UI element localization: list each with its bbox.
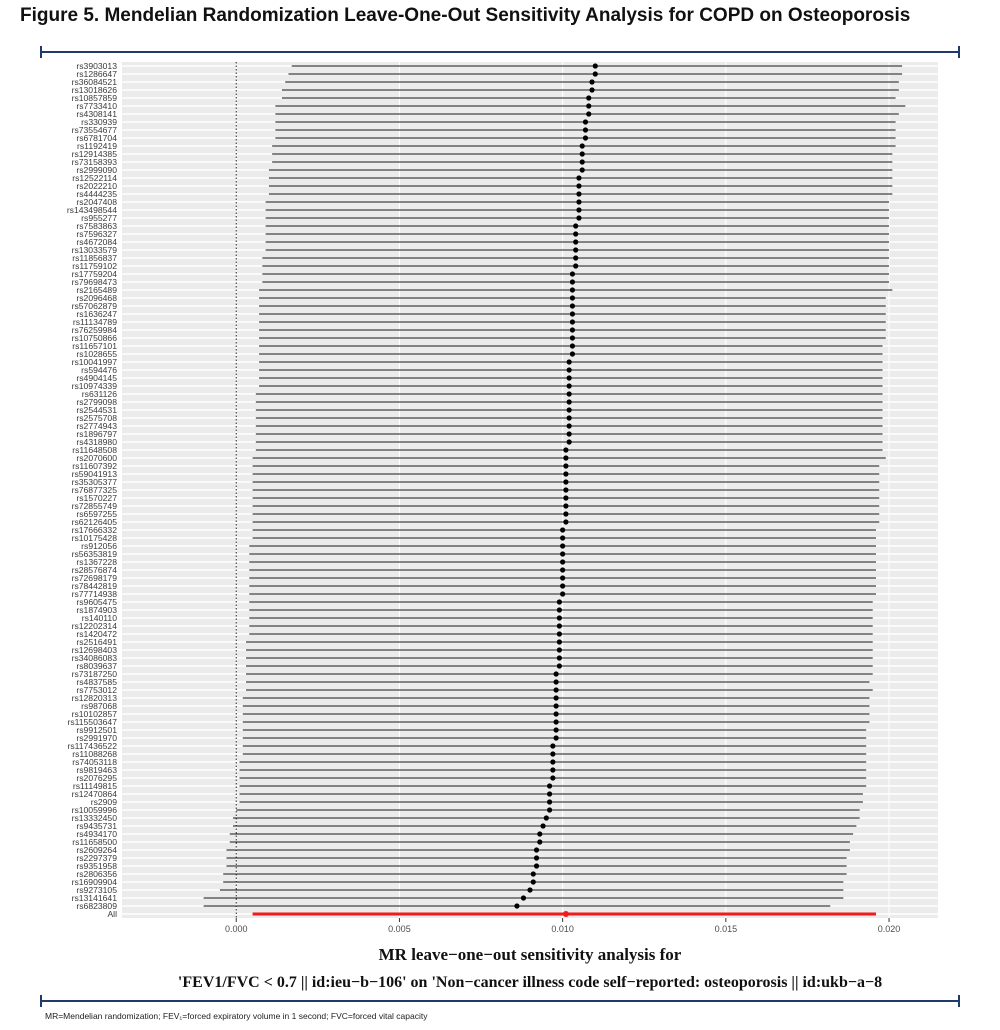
snp-label: rs11759102 — [72, 261, 117, 272]
snp-label: rs2516491 — [76, 637, 117, 648]
estimate-point — [557, 623, 562, 628]
snp-label: rs57062879 — [71, 301, 117, 312]
estimate-point — [554, 695, 559, 700]
estimate-point — [580, 151, 585, 156]
snp-label: rs7753012 — [76, 685, 117, 696]
estimate-point — [554, 671, 559, 676]
estimate-point — [576, 183, 581, 188]
snp-label: rs3903013 — [76, 61, 117, 72]
snp-label: rs10857859 — [71, 93, 117, 104]
estimate-point — [557, 663, 562, 668]
snp-label: rs2909 — [90, 797, 117, 808]
snp-label: rs11856837 — [72, 253, 117, 264]
snp-label: rs143498544 — [66, 205, 117, 216]
snp-label: rs12698403 — [71, 645, 117, 656]
estimate-point — [567, 391, 572, 396]
estimate-point — [570, 351, 575, 356]
estimate-point — [570, 335, 575, 340]
figure-title: Figure 5. Mendelian Randomization Leave-One-Out Sensitivity Analysis for COPD on Osteoporosis — [20, 5, 911, 26]
snp-label: rs13033579 — [71, 245, 117, 256]
estimate-point — [580, 167, 585, 172]
estimate-point — [583, 127, 588, 132]
snp-label: rs17666332 — [71, 525, 117, 536]
snp-label: rs6597255 — [76, 509, 117, 520]
snp-label: rs1286647 — [76, 69, 117, 80]
x-tick-label: 0.005 — [388, 924, 411, 934]
snp-label: rs7733410 — [76, 101, 117, 112]
estimate-point — [554, 735, 559, 740]
overall-label: All — [107, 909, 117, 920]
estimate-point — [589, 87, 594, 92]
estimate-point — [593, 63, 598, 68]
estimate-point — [557, 607, 562, 612]
estimate-point — [570, 311, 575, 316]
snp-label: rs77714938 — [71, 589, 117, 600]
snp-label: rs1028655 — [76, 349, 117, 360]
snp-label: rs79698473 — [71, 277, 117, 288]
x-axis-ticks — [225, 918, 900, 934]
snp-label: rs2047408 — [76, 197, 117, 208]
estimate-point — [554, 727, 559, 732]
snp-label: rs2774943 — [76, 421, 117, 432]
snp-label: rs4672084 — [76, 237, 117, 248]
estimate-point — [514, 903, 519, 908]
snp-label: rs11658500 — [72, 837, 117, 848]
snp-label: rs34086083 — [71, 653, 117, 664]
estimate-point — [567, 423, 572, 428]
snp-label: rs9605475 — [76, 597, 117, 608]
snp-label: rs12522114 — [72, 173, 117, 184]
snp-label: rs13141641 — [71, 893, 117, 904]
estimate-point — [560, 575, 565, 580]
x-tick-label: 0.010 — [551, 924, 574, 934]
snp-label: rs9273105 — [76, 885, 117, 896]
estimate-point — [570, 279, 575, 284]
snp-label: rs2806356 — [76, 869, 117, 880]
snp-label: rs1636247 — [76, 309, 117, 320]
snp-label: rs4934170 — [76, 829, 117, 840]
estimate-point — [563, 487, 568, 492]
x-tick-label: 0.000 — [224, 924, 248, 934]
snp-label: rs594476 — [81, 365, 117, 376]
snp-label: rs11088268 — [72, 749, 117, 760]
snp-label: rs2609264 — [76, 845, 117, 856]
estimate-point — [586, 111, 591, 116]
estimate-point — [567, 359, 572, 364]
estimate-point — [560, 527, 565, 532]
snp-label: rs1420472 — [76, 629, 117, 640]
estimate-point — [557, 647, 562, 652]
estimate-point — [567, 407, 572, 412]
estimate-point — [550, 767, 555, 772]
estimate-point — [563, 455, 568, 460]
snp-label: rs10750866 — [71, 333, 117, 344]
estimate-point — [586, 95, 591, 100]
estimate-point — [573, 239, 578, 244]
estimate-point — [570, 271, 575, 276]
snp-label: rs9351958 — [76, 861, 117, 872]
snp-label: rs1367228 — [76, 557, 117, 568]
estimate-point — [527, 887, 532, 892]
estimate-point — [547, 791, 552, 796]
snp-labels — [67, 61, 117, 919]
snp-label: rs56353819 — [71, 549, 117, 560]
estimate-point — [567, 431, 572, 436]
snp-label: rs8039637 — [76, 661, 117, 672]
estimate-point — [537, 831, 542, 836]
snp-label: rs12820313 — [71, 693, 117, 704]
snp-label: rs12202314 — [71, 621, 117, 632]
snp-label: rs2076295 — [76, 773, 117, 784]
x-tick-label: 0.020 — [877, 924, 901, 934]
snp-label: rs11648508 — [72, 445, 117, 456]
snp-label: rs4444235 — [76, 189, 117, 200]
estimate-point — [573, 223, 578, 228]
estimate-point — [570, 327, 575, 332]
snp-label: rs1896797 — [76, 429, 117, 440]
estimate-point — [573, 247, 578, 252]
snp-label: rs10974339 — [71, 381, 117, 392]
estimate-point — [573, 255, 578, 260]
estimate-point — [557, 639, 562, 644]
snp-label: rs72855749 — [71, 501, 117, 512]
estimate-point — [554, 719, 559, 724]
snp-label: rs6781704 — [76, 133, 117, 144]
estimate-point — [570, 303, 575, 308]
estimate-point — [563, 503, 568, 508]
estimate-point — [567, 399, 572, 404]
estimate-point — [544, 815, 549, 820]
estimate-point — [540, 823, 545, 828]
snp-label: rs28576874 — [71, 565, 117, 576]
snp-label: rs76259984 — [71, 325, 117, 336]
snp-label: rs11607392 — [72, 461, 117, 472]
snp-label: rs76877325 — [71, 485, 117, 496]
estimate-point — [557, 615, 562, 620]
estimate-point — [554, 711, 559, 716]
estimate-point — [573, 231, 578, 236]
snp-label: rs73554677 — [71, 125, 117, 136]
snp-label: rs631126 — [81, 389, 117, 400]
estimate-point — [554, 679, 559, 684]
estimate-point — [550, 759, 555, 764]
x-axis-title-line-2: 'FEV1/FVC < 0.7 || id:ieu−b−106' on 'Non−cancer illness code self−reported: osteoporosis || id:ukb−a−8 — [177, 974, 883, 991]
snp-label: rs62126405 — [71, 517, 117, 528]
snp-label: rs13332450 — [71, 813, 117, 824]
snp-label: rs2096468 — [76, 293, 117, 304]
estimate-point — [586, 103, 591, 108]
estimate-point — [563, 495, 568, 500]
snp-label: rs9819463 — [76, 765, 117, 776]
estimate-point — [554, 703, 559, 708]
snp-label: rs2022210 — [76, 181, 117, 192]
snp-label: rs330939 — [81, 117, 117, 128]
snp-label: rs140110 — [81, 613, 117, 624]
estimate-point — [576, 199, 581, 204]
snp-label: rs10041997 — [71, 357, 117, 368]
snp-label: rs13018626 — [71, 85, 117, 96]
estimate-point — [554, 687, 559, 692]
estimate-point — [567, 383, 572, 388]
snp-label: rs117436522 — [67, 741, 117, 752]
estimate-point — [560, 551, 565, 556]
estimate-point — [560, 559, 565, 564]
snp-label: rs2544531 — [76, 405, 117, 416]
estimate-point — [570, 343, 575, 348]
snp-label: rs955277 — [81, 213, 117, 224]
snp-label: rs59041913 — [71, 469, 117, 480]
estimate-point — [570, 319, 575, 324]
snp-label: rs11149815 — [72, 781, 117, 792]
snp-label: rs2070600 — [76, 453, 117, 464]
snp-label: rs4318980 — [76, 437, 117, 448]
estimate-point — [557, 599, 562, 604]
estimate-point — [531, 879, 536, 884]
estimate-point — [563, 519, 568, 524]
estimate-point — [531, 871, 536, 876]
snp-label: rs1874903 — [76, 605, 117, 616]
estimate-point — [557, 655, 562, 660]
estimate-point — [576, 175, 581, 180]
snp-label: rs2999090 — [76, 165, 117, 176]
estimate-point — [534, 863, 539, 868]
estimate-point — [550, 775, 555, 780]
snp-label: rs11657101 — [72, 341, 117, 352]
estimate-point — [521, 895, 526, 900]
estimate-point — [567, 439, 572, 444]
snp-label: rs1192419 — [77, 141, 117, 152]
estimate-point — [563, 463, 568, 468]
snp-label: rs11134789 — [72, 317, 117, 328]
estimate-point — [547, 783, 552, 788]
estimate-point — [567, 375, 572, 380]
estimate-point — [570, 295, 575, 300]
snp-label: rs7596327 — [76, 229, 117, 240]
estimate-point — [550, 751, 555, 756]
overall-point — [563, 911, 569, 917]
estimate-point — [563, 447, 568, 452]
snp-label: rs4837585 — [76, 677, 117, 688]
estimate-point — [550, 743, 555, 748]
snp-label: rs2297379 — [76, 853, 117, 864]
estimate-point — [576, 207, 581, 212]
snp-label: rs12470864 — [71, 789, 117, 800]
snp-label: rs74053118 — [72, 757, 117, 768]
estimate-point — [547, 799, 552, 804]
snp-label: rs115503647 — [67, 717, 117, 728]
bottom-rule — [40, 1000, 960, 1002]
estimate-point — [593, 71, 598, 76]
estimate-point — [563, 479, 568, 484]
estimate-point — [557, 631, 562, 636]
snp-label: rs12914385 — [71, 149, 117, 160]
snp-label: rs9912501 — [76, 725, 117, 736]
snp-label: rs72698179 — [71, 573, 117, 584]
estimate-point — [534, 847, 539, 852]
estimate-point — [580, 143, 585, 148]
estimate-point — [563, 471, 568, 476]
estimate-point — [576, 191, 581, 196]
snp-label: rs10059996 — [71, 805, 117, 816]
footnote: MR=Mendelian randomization; FEV₁=forced expiratory volume in 1 second; FVC=forced vital capacity — [45, 1011, 428, 1021]
snp-label: rs10175428 — [71, 533, 117, 544]
estimate-point — [560, 591, 565, 596]
estimate-point — [567, 367, 572, 372]
estimate-point — [573, 263, 578, 268]
snp-label: rs73158393 — [71, 157, 117, 168]
snp-label: rs78442819 — [71, 581, 117, 592]
snp-label: rs912056 — [81, 541, 117, 552]
estimate-point — [583, 135, 588, 140]
snp-label: rs987068 — [81, 701, 117, 712]
snp-label: rs2991970 — [76, 733, 117, 744]
snp-label: rs17759204 — [71, 269, 117, 280]
snp-label: rs16909904 — [71, 877, 117, 888]
estimate-point — [534, 855, 539, 860]
snp-label: rs4904145 — [76, 373, 117, 384]
estimate-point — [576, 215, 581, 220]
snp-label: rs35305377 — [71, 477, 117, 488]
estimate-point — [560, 567, 565, 572]
snp-label: rs9435731 — [76, 821, 117, 832]
snp-label: rs10102857 — [71, 709, 117, 720]
estimate-point — [589, 79, 594, 84]
estimate-point — [570, 287, 575, 292]
estimate-point — [560, 535, 565, 540]
snp-label: rs73187250 — [71, 669, 117, 680]
snp-label: rs2799098 — [76, 397, 117, 408]
estimate-point — [580, 159, 585, 164]
estimate-point — [560, 543, 565, 548]
snp-label: rs36084521 — [71, 77, 117, 88]
snp-label: rs4308141 — [76, 109, 117, 120]
estimate-point — [563, 511, 568, 516]
x-axis-title-line-1: MR leave−one−out sensitivity analysis for — [378, 945, 682, 964]
snp-label: rs2165489 — [76, 285, 117, 296]
snp-label: rs6823809 — [76, 901, 117, 912]
estimate-point — [567, 415, 572, 420]
snp-label: rs7583863 — [76, 221, 117, 232]
estimate-point — [560, 583, 565, 588]
estimate-point — [537, 839, 542, 844]
estimate-point — [583, 119, 588, 124]
x-tick-label: 0.015 — [714, 924, 738, 934]
estimate-point — [547, 807, 552, 812]
snp-label: rs2575708 — [76, 413, 117, 424]
snp-label: rs1570227 — [76, 493, 117, 504]
